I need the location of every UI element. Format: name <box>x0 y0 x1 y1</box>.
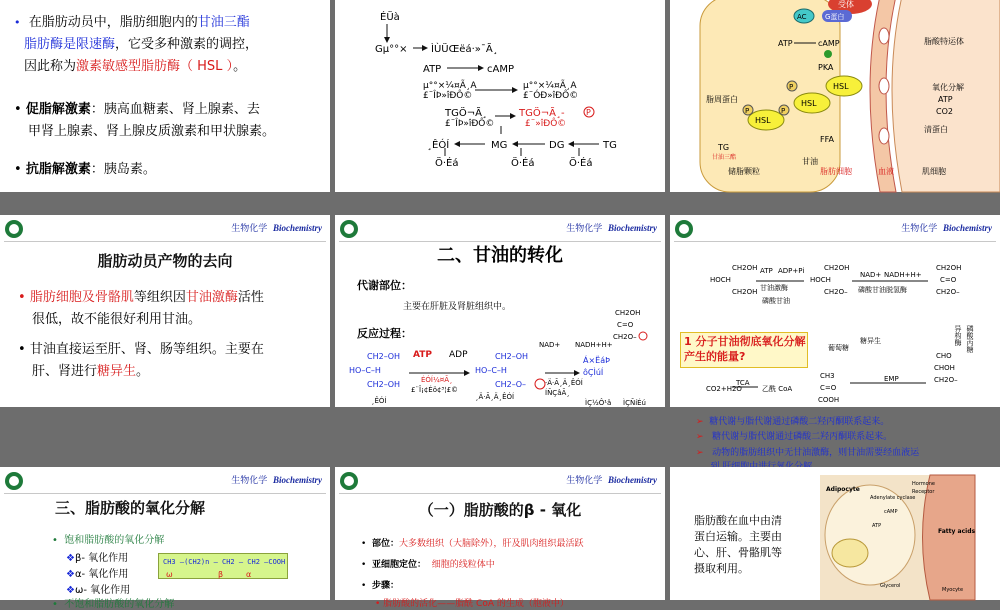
label: ATP <box>423 64 442 75</box>
note-2: ➢ 动物的脂肪组织中无甘油激酶，则甘油需要经血液运 <box>696 448 920 458</box>
svg-text:CH2–O–: CH2–O– <box>495 380 526 389</box>
svg-text:CO2+H2O: CO2+H2O <box>706 385 742 393</box>
label: £¨ÓÐ»îÐÔ© <box>523 91 579 101</box>
svg-text:糖异生: 糖异生 <box>860 337 881 345</box>
label: 脂肪细胞 <box>820 167 852 176</box>
slide-title: 二、甘油的转化 <box>437 245 563 266</box>
label: HSL <box>755 116 771 125</box>
slide-fatty-acid-transport[interactable] <box>670 467 1000 600</box>
svg-text:ATP: ATP <box>760 267 773 275</box>
highlight: 甘油三酯 <box>197 15 250 30</box>
greek-alpha: α <box>246 570 252 579</box>
svg-text:Receptor: Receptor <box>912 489 935 495</box>
label: 甘油 <box>802 157 818 166</box>
university-logo-icon <box>339 471 359 491</box>
label: FFA <box>820 135 834 144</box>
bullet-2: • 促脂解激素：胰高血糖素、肾上腺素、去 <box>14 102 260 117</box>
label: £¨»îÐÔ© <box>525 119 567 129</box>
adipocyte-diagram <box>670 0 1000 192</box>
bullet-2-line2: 肝、肾进行糖异生。 <box>32 364 150 379</box>
glycerol-pathway-diagram <box>670 215 1000 407</box>
svg-text:CH2–OH: CH2–OH <box>495 352 529 361</box>
bullet-1: • 在脂肪动员中，脂肪细胞内的甘油三酯 <box>14 15 250 30</box>
label: £¨ÎÞ»îÐÔ© <box>423 91 473 101</box>
svg-text:CH2OH: CH2OH <box>824 264 850 272</box>
label: 脂周蛋白 <box>706 95 738 104</box>
label: HSL <box>801 99 817 108</box>
text: 在脂肪动员中，脂肪细胞内的 <box>28 15 198 30</box>
svg-text:EMP: EMP <box>884 375 899 383</box>
svg-text:CH2O–: CH2O– <box>934 376 958 384</box>
bullet-saturated: • 饱和脂肪酸的氧化分解 <box>52 535 165 546</box>
label: Ö·Éá <box>569 158 593 169</box>
text: 。 <box>233 59 247 74</box>
label: £¨ÎÞ»îÐÔ© <box>445 119 495 129</box>
greek-omega: ω <box>166 570 173 579</box>
label: 清蛋白 <box>924 125 948 134</box>
svg-text:TCA: TCA <box>736 379 750 387</box>
text: ，它受多种激素的调控， <box>115 37 259 52</box>
svg-text:Hormone: Hormone <box>912 481 935 487</box>
header: 生物化学 Biochemistry <box>231 223 322 234</box>
slide-beta-oxidation[interactable] <box>335 467 665 609</box>
svg-text:CHO: CHO <box>936 352 952 360</box>
label: 储脂颗粒 <box>728 167 760 176</box>
phosphate-mark: P <box>745 107 750 115</box>
svg-text:HO–C–H: HO–C–H <box>475 366 507 375</box>
phosphate-mark: P <box>781 107 786 115</box>
svg-text:NADH+H+: NADH+H+ <box>884 271 922 279</box>
question: 1 分子甘油彻底氧化分解产生的能量? <box>684 335 806 363</box>
svg-text:Glycerol: Glycerol <box>880 583 901 589</box>
svg-text:ATP: ATP <box>413 350 433 360</box>
transport-text: 脂肪酸在血中由清 蛋白运输。主要由 心、肝、骨骼肌等 摄取利用。 <box>694 514 782 575</box>
svg-text:乙酰 CoA: 乙酰 CoA <box>762 385 793 393</box>
svg-text:HOCH: HOCH <box>710 276 731 284</box>
svg-text:CH2OH: CH2OH <box>732 264 758 272</box>
phosphate-mark: P <box>789 83 794 91</box>
svg-text:ÌÇ½Ô¹â: ÌÇ½Ô¹â <box>585 399 612 407</box>
label: Ö·Éá <box>511 158 535 169</box>
header: 生物化学 Biochemistry <box>566 223 657 234</box>
note-1: ➢ 糖代谢与脂代谢通过磷酸二羟丙酮联系起来。 <box>696 432 893 442</box>
svg-text:Myocyte: Myocyte <box>942 587 964 593</box>
svg-text:¸Ä·Ã¸Ä¸ÊÓÍ: ¸Ä·Ã¸Ä¸ÊÓÍ <box>475 393 515 401</box>
svg-text:£¨Î¡¢Éö¢³¦£©: £¨Î¡¢Éö¢³¦£© <box>411 386 459 394</box>
note-1: ➢ 糖代谢与脂代谢通过磷酸二羟丙酮联系起来。 <box>696 417 890 427</box>
fatty-acid-formula: CH3 –(CH2)n – CH2 – CH2 –COOH <box>158 553 288 579</box>
label: MG <box>491 140 508 151</box>
process-label: 反应过程： <box>357 327 412 340</box>
svg-text:磷酸丙糖: 磷酸丙糖 <box>966 325 974 353</box>
svg-text:CH2OH: CH2OH <box>615 309 641 317</box>
svg-text:ôÇÌúÍ: ôÇÌúÍ <box>583 368 604 377</box>
svg-text:¸ÊÓÍ: ¸ÊÓÍ <box>371 397 387 405</box>
label: TG <box>718 143 730 152</box>
label: TGÖ¬Ã¸- <box>519 108 565 119</box>
svg-text:CH3: CH3 <box>820 372 835 380</box>
svg-text:Adenylate cyclase: Adenylate cyclase <box>870 495 916 501</box>
bullet-1-line3 <box>24 56 246 78</box>
svg-text:Adipocyte: Adipocyte <box>826 486 860 493</box>
slide-glycerol-energy[interactable] <box>670 215 1000 427</box>
label: PKA <box>818 63 834 72</box>
slide-glycerol-conversion[interactable] <box>335 215 665 407</box>
site-text: 主要在肝脏及肾脏组织中。 <box>403 302 512 312</box>
label: cAMP <box>487 64 514 75</box>
svg-text:Á×ËáÞ: Á×ËáÞ <box>583 356 610 365</box>
svg-text:磷酸甘油: 磷酸甘油 <box>762 297 790 305</box>
sub-omega: ❖ω- 氧化作用 <box>66 585 131 596</box>
label: AC <box>797 13 807 21</box>
svg-text:CH2OH: CH2OH <box>732 288 758 296</box>
header: 生物化学 Biochemistry <box>566 475 657 486</box>
label: 脂酸特运体 <box>924 37 964 46</box>
svg-text:HO–C–H: HO–C–H <box>349 366 381 375</box>
slide-title: 三、脂肪酸的氧化分解 <box>54 499 205 517</box>
text: 因此称为 <box>24 59 77 74</box>
bullet-subcellular: • 亚细胞定位： 细胞的线粒体中 <box>361 560 495 570</box>
glycerol-reaction-diagram <box>335 215 665 407</box>
slide-title: （一）脂肪酸的β - 氧化 <box>418 501 582 519</box>
label: HSL <box>833 82 849 91</box>
bullet-2-line2 <box>28 121 275 143</box>
label: µ°°×¼¤Ã¸A <box>523 81 577 91</box>
svg-text:CH2O–: CH2O– <box>824 288 848 296</box>
bullet-1-line2: 很低，故不能很好利用甘油。 <box>32 312 202 327</box>
site-label: 代谢部位： <box>357 279 412 292</box>
svg-text:异构酶: 异构酶 <box>954 325 962 346</box>
university-logo-icon <box>4 471 24 491</box>
label: G蛋白 <box>825 13 845 21</box>
phosphate-mark: P <box>586 108 591 117</box>
label: µ°°×¼¤Ã¸A <box>423 81 477 91</box>
svg-text:HOCH: HOCH <box>810 276 831 284</box>
text: ：胰岛素。 <box>90 162 156 177</box>
step-1: • 脂肪酸的活化——脂酰 CoA 的生成（胞液中） <box>375 599 569 609</box>
greek-beta: β <box>218 570 224 579</box>
university-logo-icon <box>4 219 24 239</box>
svg-text:CH2O–: CH2O– <box>936 288 960 296</box>
svg-text:NAD+: NAD+ <box>539 341 561 349</box>
label: Ö·Éá <box>435 158 459 169</box>
svg-text:cAMP: cAMP <box>884 509 898 515</box>
svg-text:ADP: ADP <box>449 350 468 360</box>
slide-adipocyte-diagram[interactable] <box>670 0 1000 192</box>
slide-mobilization-products[interactable] <box>0 215 330 407</box>
svg-text:ADP+Pi: ADP+Pi <box>778 267 805 275</box>
label: 甘油三酯 <box>712 154 737 161</box>
svg-text:CH2OH: CH2OH <box>936 264 962 272</box>
cascade-diagram <box>335 0 665 192</box>
sub-alpha: ❖α- 氧化作用 <box>66 569 129 580</box>
svg-text:磷酸甘油脱氢酶: 磷酸甘油脱氢酶 <box>858 286 907 294</box>
label: DG <box>549 140 565 151</box>
label: TGÖ¬Ã¸ <box>445 108 487 119</box>
bullet-site: • 部位：大多数组织（大脑除外），肝及肌肉组织最活跃 <box>361 539 584 549</box>
plus-icon <box>824 50 832 58</box>
svg-text:COOH: COOH <box>818 396 840 404</box>
svg-text:甘油激酶: 甘油激酶 <box>760 284 788 292</box>
highlight: 激素敏感型脂肪酶（ HSL ） <box>76 59 234 74</box>
transport-figure <box>820 475 980 608</box>
header: 生物化学 Biochemistry <box>231 475 322 486</box>
label: 受体 <box>838 0 854 9</box>
svg-text:Fatty acids: Fatty acids <box>938 528 976 535</box>
label: 氧化分解 <box>932 83 964 92</box>
svg-text:CHOH: CHOH <box>934 364 955 372</box>
svg-text:CH2–OH: CH2–OH <box>367 380 401 389</box>
slide-title: 脂肪动员产物的去向 <box>97 252 233 270</box>
slide-lipolysis-cascade[interactable] <box>335 0 665 192</box>
svg-text:ÍÑÇâÃ¸: ÍÑÇâÃ¸ <box>545 389 570 397</box>
label: 血液 <box>878 167 894 176</box>
bullet-1-line2 <box>24 34 258 56</box>
label: ATP <box>778 39 793 48</box>
label: ATP <box>938 95 953 104</box>
svg-text:C=O: C=O <box>820 384 837 392</box>
highlight: 脂肪酶是限速酶 <box>24 37 116 52</box>
bullet-2: • 甘油直接运至肝、肾、肠等组织。主要在 <box>18 342 264 357</box>
label: Gµ°°× <box>375 44 408 55</box>
svg-text:ATP: ATP <box>872 523 882 529</box>
svg-text:ÌÇÑíÉú: ÌÇÑíÉú <box>623 399 646 407</box>
svg-text:·Ä·Ã¸Ä¸ÊÓÍ: ·Ä·Ã¸Ä¸ÊÓÍ <box>545 379 583 387</box>
label: 抗脂解激素 <box>25 162 91 177</box>
svg-text:NADH+H+: NADH+H+ <box>575 341 613 349</box>
text: ：胰高血糖素、肾上腺素、去 <box>90 102 260 117</box>
label: CO2 <box>936 107 953 116</box>
label: ¸ÊÓÍ <box>427 140 450 151</box>
svg-text:ÉÓÍ¼¤Ã¸: ÉÓÍ¼¤Ã¸ <box>421 376 453 384</box>
bullet-unsaturated: • 不饱和脂肪酸的氧化分解 <box>52 599 175 610</box>
sub-beta: ❖β- 氧化作用 <box>66 553 129 564</box>
svg-text:CH2–OH: CH2–OH <box>367 352 401 361</box>
svg-text:CH2O–: CH2O– <box>613 333 637 341</box>
label: TG <box>603 140 617 151</box>
slide-fatty-acid-oxidation[interactable] <box>0 467 330 610</box>
header: 生物化学 Biochemistry <box>901 223 992 234</box>
bullet-1: • 脂肪细胞及骨骼肌等组织因甘油激酶活性 <box>18 290 264 305</box>
slide-hormone-sensitive-lipase[interactable] <box>0 0 330 192</box>
label: 促脂解激素 <box>25 102 91 117</box>
text: 甲肾上腺素、肾上腺皮质激素和甲状腺素。 <box>28 124 276 139</box>
label: ÉÜà <box>380 12 400 23</box>
svg-text:C=O: C=O <box>617 321 634 329</box>
svg-text:葡萄糖: 葡萄糖 <box>828 344 849 352</box>
label: cAMP <box>818 39 840 48</box>
bullet-3: • 抗脂解激素：胰岛素。 <box>14 162 156 177</box>
bullet-steps: • 步骤： <box>361 581 400 591</box>
label: ÌÙÜŒëá·»¯Ã¸ <box>431 44 498 55</box>
svg-text:NAD+: NAD+ <box>860 271 882 279</box>
svg-text:C=O: C=O <box>940 276 957 284</box>
label: 肌细胞 <box>922 167 946 176</box>
